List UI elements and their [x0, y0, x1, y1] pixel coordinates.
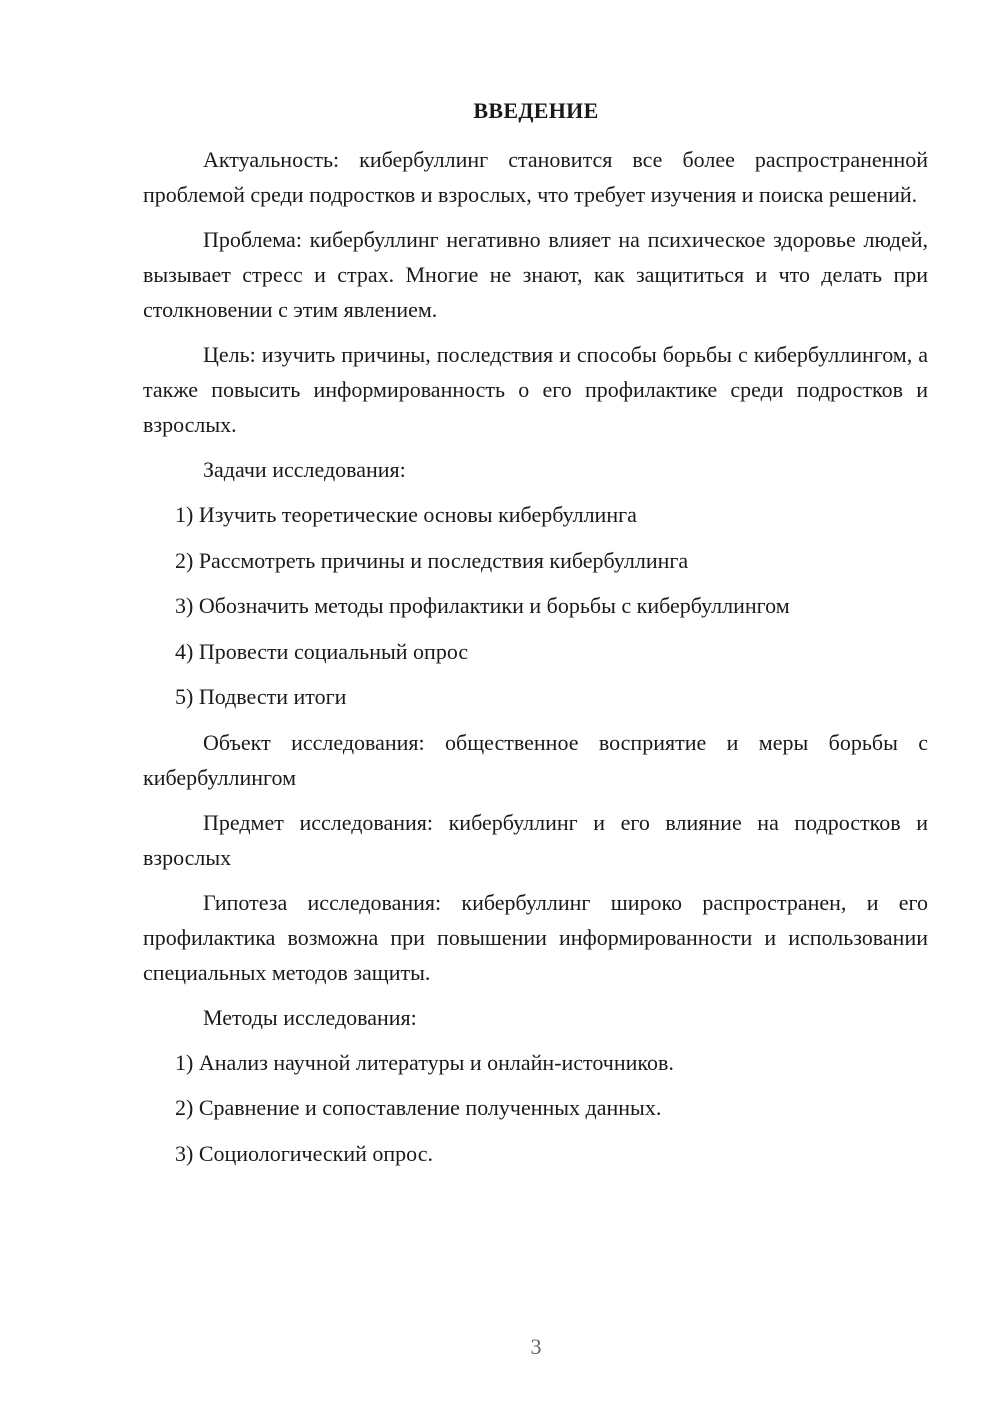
- subject-paragraph: Предмет исследования: кибербуллинг и его влияние на подростков и взрослых: [143, 809, 928, 870]
- object-paragraph: Объект исследования: общественное восприятие и меры борьбы с кибербуллингом: [143, 729, 928, 790]
- tasks-list: [143, 497, 928, 714]
- list-item: 5) Подвести итоги: [175, 684, 347, 709]
- page-title: ВВЕДЕНИЕ: [473, 98, 599, 123]
- list-item: 1) Изучить теоретические основы кибербуллинга: [175, 502, 637, 527]
- problem-paragraph: Проблема: кибербуллинг негативно влияет на психическое здоровье людей, вызывает стресс и страх. Многие не знают, как защититься и что делать при столкновении с этим явлением.: [143, 227, 928, 322]
- hypothesis-paragraph: Гипотеза исследования: кибербуллинг широко распространен, и его профилактика возможна при повышении информированности и использовании специальных методов защиты.: [143, 889, 928, 985]
- list-item: 3) Обозначить методы профилактики и борьбы с кибербуллингом: [175, 593, 790, 618]
- methods-list: [143, 1045, 928, 1171]
- list-item: 2) Рассмотреть причины и последствия кибербуллинга: [175, 547, 689, 573]
- list-item: 1) Анализ научной литературы и онлайн-источников.: [175, 1049, 674, 1075]
- page-number: 3: [530, 1334, 542, 1359]
- document-body: [143, 142, 928, 1181]
- tasks-heading: Задачи исследования:: [203, 457, 406, 482]
- list-item: 4) Провести социальный опрос: [175, 638, 469, 664]
- list-item: 2) Сравнение и сопоставление полученных данных.: [175, 1095, 662, 1120]
- list-item: 3) Социологический опрос.: [175, 1140, 433, 1166]
- methods-heading: Методы исследования:: [203, 1004, 417, 1030]
- relevance-paragraph: Актуальность: кибербуллинг становится все более распространенной проблемой среди подростков и взрослых, что требует изучения и поиска решений.: [143, 147, 928, 207]
- goal-paragraph: Цель: изучить причины, последствия и способы борьбы с кибербуллингом, а также повысить информированность о его профилактике среди подростков и взрослых.: [143, 342, 928, 437]
